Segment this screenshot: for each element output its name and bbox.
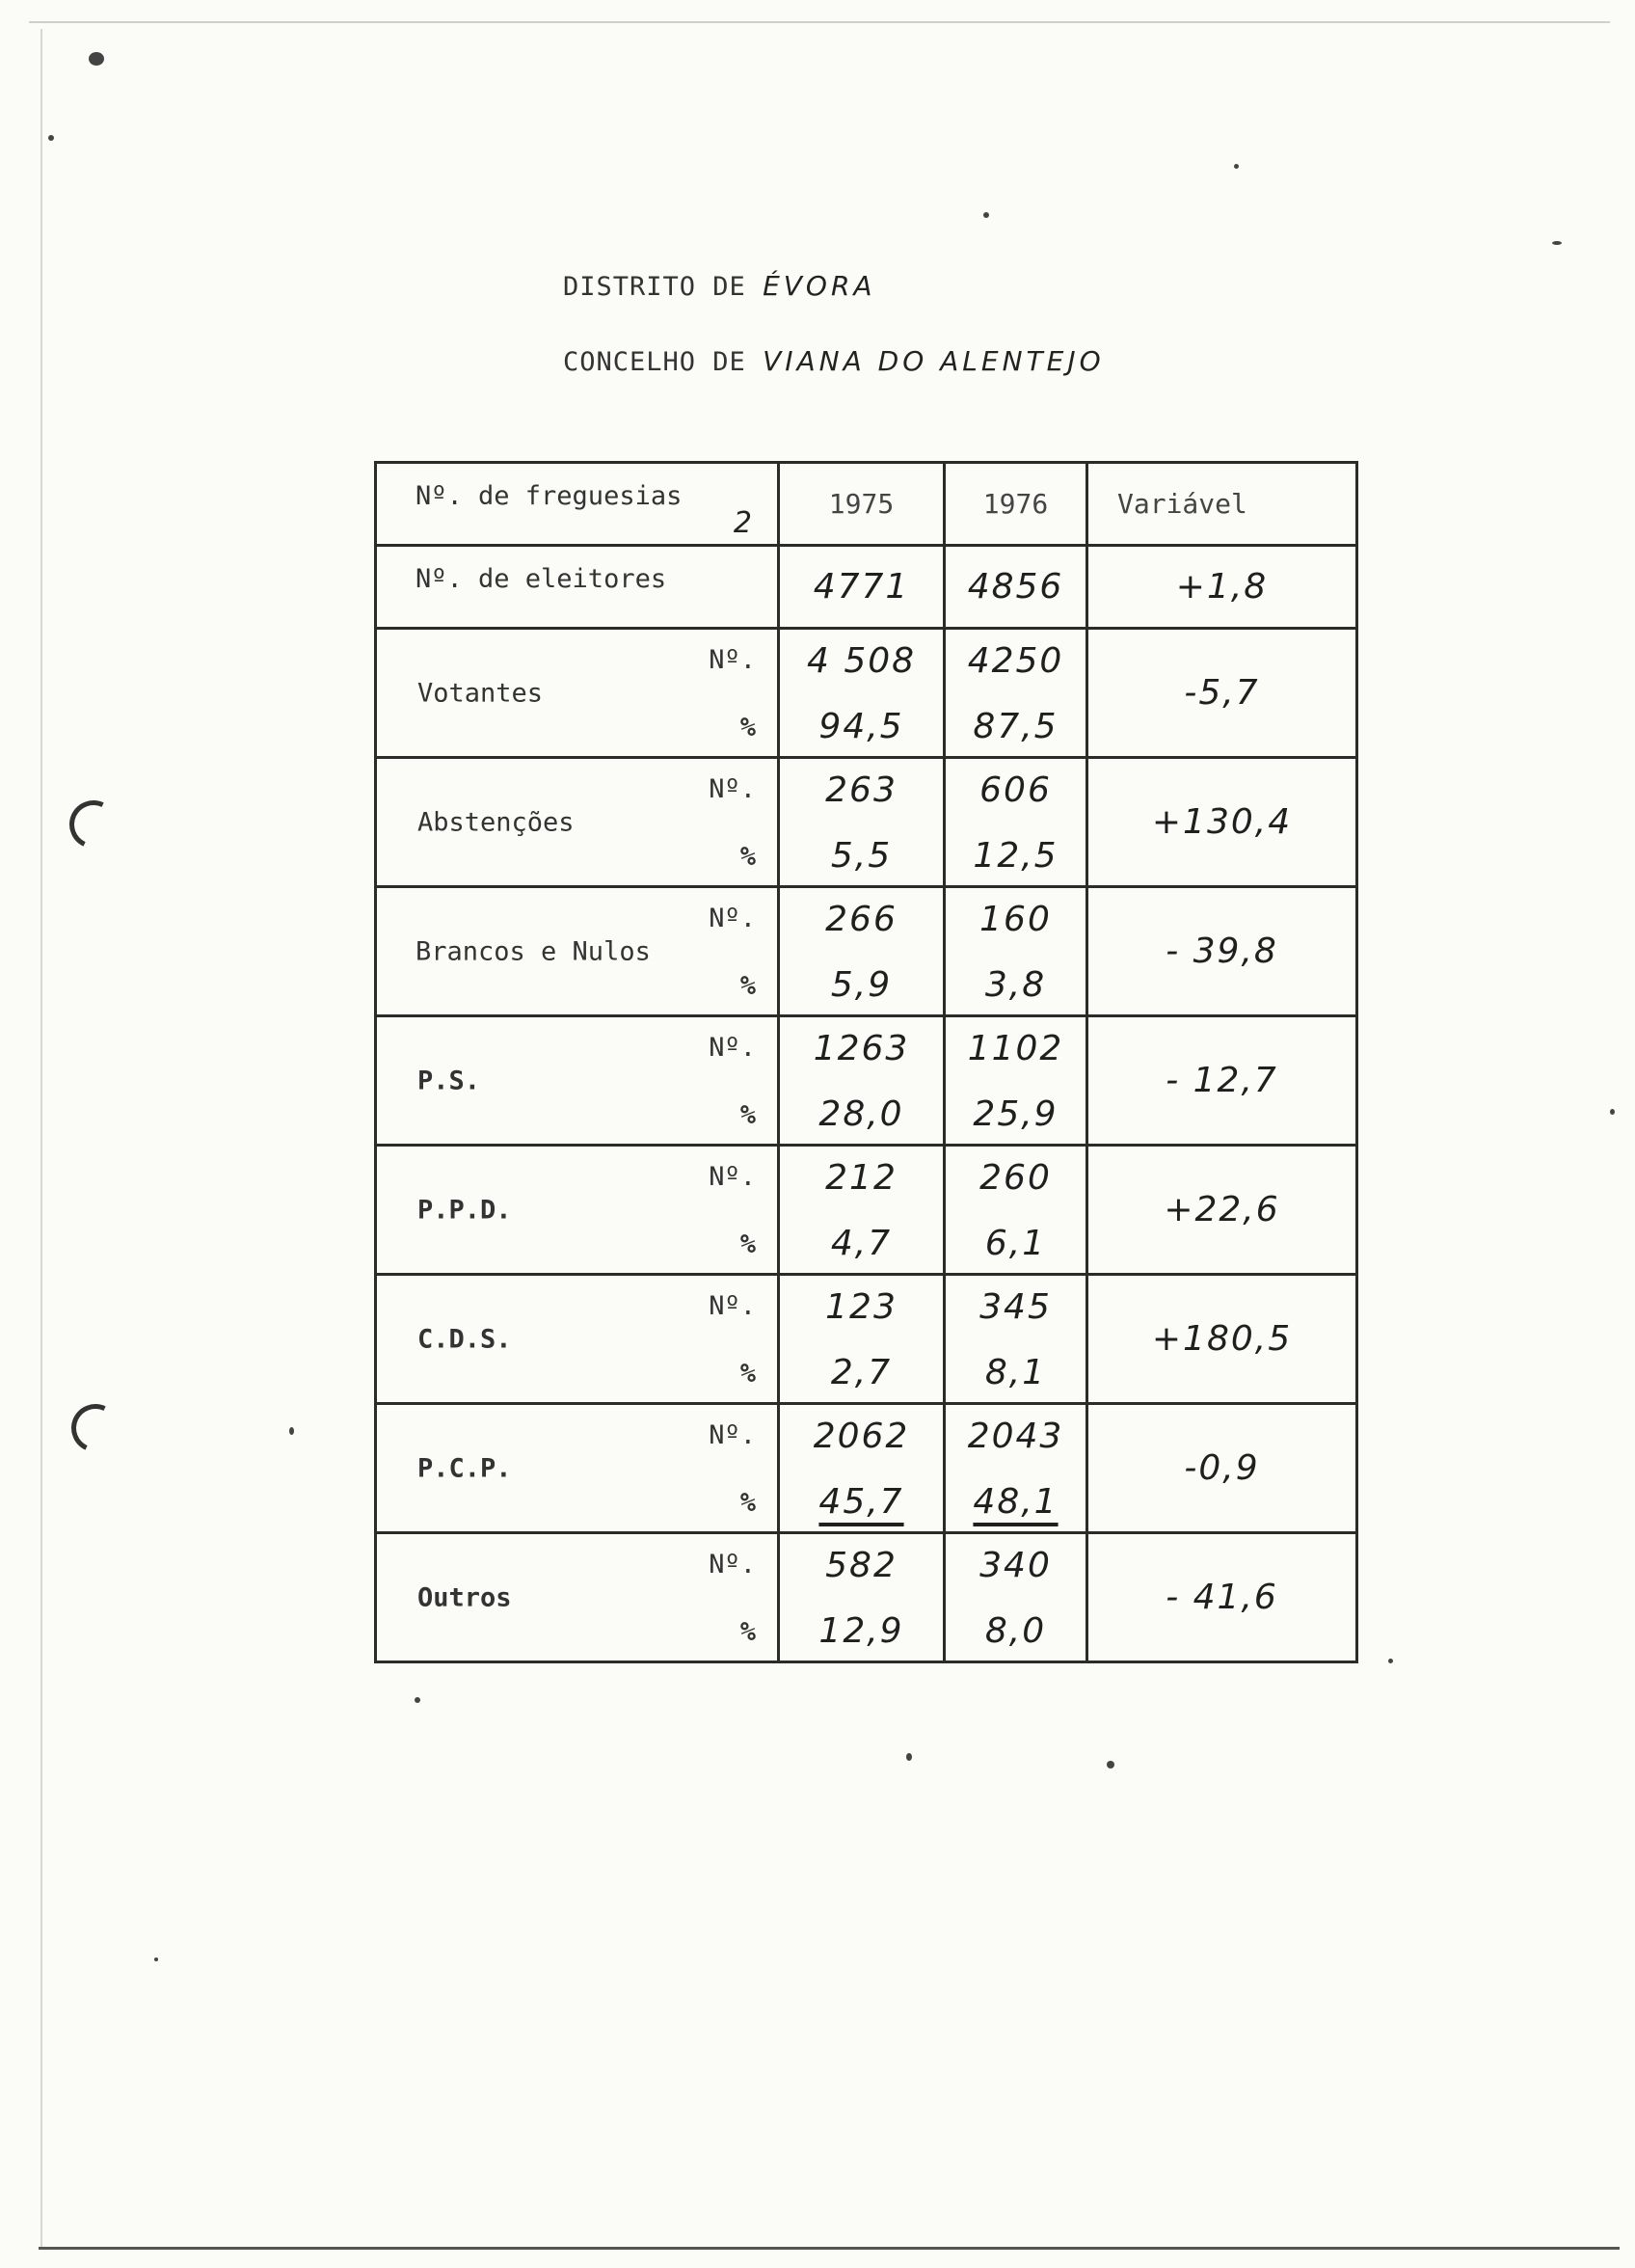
concelho-label: CONCELHO DE	[563, 347, 746, 377]
unit-number: Nº.	[709, 1033, 756, 1063]
percent-1976: 87,5	[973, 707, 1059, 746]
row-label: C.D.S.	[417, 1324, 512, 1354]
eleitores-variavel: +1,8	[1087, 546, 1357, 629]
scan-speck	[983, 212, 989, 218]
cell-1975	[779, 887, 945, 1016]
scan-speck	[48, 135, 54, 141]
unit-number: Nº.	[709, 774, 756, 804]
scan-speck	[1610, 1109, 1615, 1115]
percent-1975: 45,7	[818, 1482, 904, 1522]
percent-1976: 8,1	[984, 1353, 1047, 1392]
concelho-name: VIANA DO ALENTEJO	[763, 345, 1105, 377]
eleitores-1975: 4771	[779, 546, 945, 629]
percent-1976: 12,5	[973, 836, 1059, 876]
cell-1976	[945, 1146, 1087, 1275]
row-label-cell	[376, 1275, 779, 1404]
percent-1975: 12,9	[818, 1611, 904, 1651]
unit-percent: %	[739, 971, 756, 1001]
unit-percent: %	[739, 1359, 756, 1389]
number-1975: 1263	[813, 1029, 910, 1068]
cell-1976	[945, 1275, 1087, 1404]
cell-1976	[945, 1404, 1087, 1533]
col-header-1976: 1976	[945, 463, 1087, 546]
row-label-cell	[376, 758, 779, 887]
unit-percent: %	[739, 1229, 756, 1259]
cell-1976	[945, 1533, 1087, 1662]
table-row	[376, 1016, 1357, 1146]
scan-speck	[289, 1427, 294, 1435]
row-label-cell	[376, 1016, 779, 1146]
scan-speck	[906, 1753, 912, 1761]
district-label: DISTRITO DE	[563, 272, 746, 302]
row-label: Abstenções	[417, 807, 575, 837]
number-1975: 263	[825, 770, 898, 810]
row-label: P.P.D.	[417, 1195, 512, 1225]
number-1976: 260	[979, 1158, 1052, 1198]
percent-1976: 25,9	[973, 1094, 1059, 1134]
table-row	[376, 1275, 1357, 1404]
cell-1975	[779, 1146, 945, 1275]
cell-1975	[779, 1016, 945, 1146]
scan-speck	[89, 52, 104, 66]
number-1976: 4250	[967, 641, 1064, 681]
number-1976: 1102	[967, 1029, 1064, 1068]
table-row-eleitores	[376, 546, 1357, 629]
row-label: Outros	[417, 1582, 512, 1612]
variation-value: -0,9	[1087, 1404, 1357, 1533]
number-1975: 2062	[813, 1417, 910, 1456]
number-1976: 160	[979, 900, 1052, 939]
col-header-1975: 1975	[779, 463, 945, 546]
percent-1976: 8,0	[984, 1611, 1047, 1651]
unit-number: Nº.	[709, 904, 756, 933]
page-bottom-edge	[39, 2247, 1620, 2250]
percent-1975: 2,7	[830, 1353, 893, 1392]
cell-1975	[779, 629, 945, 758]
cell-1976	[945, 629, 1087, 758]
scan-speck	[415, 1697, 420, 1703]
unit-percent: %	[739, 1488, 756, 1518]
row-label-cell	[376, 1533, 779, 1662]
row-label-cell	[376, 629, 779, 758]
scan-speck	[1234, 164, 1239, 169]
col-header-variavel: Variável	[1087, 463, 1357, 546]
percent-1975: 5,9	[830, 965, 893, 1005]
table-row	[376, 629, 1357, 758]
row-label: P.C.P.	[417, 1453, 512, 1483]
cell-1975	[779, 1533, 945, 1662]
table-row	[376, 1146, 1357, 1275]
eleitores-label-cell	[376, 546, 779, 629]
cell-1976	[945, 887, 1087, 1016]
cell-1975	[779, 1404, 945, 1533]
variation-value: +22,6	[1087, 1146, 1357, 1275]
number-1975: 123	[825, 1287, 898, 1327]
unit-percent: %	[739, 1100, 756, 1130]
eleitores-label: Nº. de eleitores	[415, 564, 667, 594]
district-name: ÉVORA	[763, 270, 876, 302]
freguesias-label: Nº. de freguesias	[415, 481, 683, 511]
scan-speck	[1388, 1659, 1393, 1663]
number-1976: 2043	[967, 1417, 1064, 1456]
row-label-cell	[376, 1404, 779, 1533]
percent-1975: 28,0	[818, 1094, 904, 1134]
punch-hole-mark	[63, 794, 124, 855]
cell-1976	[945, 758, 1087, 887]
variation-value: - 39,8	[1087, 887, 1357, 1016]
variation-value: +130,4	[1087, 758, 1357, 887]
election-results-table	[374, 461, 1358, 1663]
variation-value: -5,7	[1087, 629, 1357, 758]
variation-value: +180,5	[1087, 1275, 1357, 1404]
punch-hole-mark	[65, 1397, 126, 1459]
number-1975: 4 508	[806, 641, 917, 681]
freguesias-cell	[376, 463, 779, 546]
table-row	[376, 1404, 1357, 1533]
concelho-heading	[563, 345, 1105, 377]
percent-1975: 94,5	[818, 707, 904, 746]
variation-value: - 12,7	[1087, 1016, 1357, 1146]
scan-speck	[154, 1958, 158, 1961]
cell-1975	[779, 1275, 945, 1404]
unit-number: Nº.	[709, 645, 756, 675]
scan-speck	[1552, 241, 1562, 245]
page-left-edge	[40, 29, 42, 2247]
percent-1976: 48,1	[973, 1482, 1059, 1522]
unit-percent: %	[739, 842, 756, 872]
number-1976: 340	[979, 1546, 1052, 1585]
table-row	[376, 758, 1357, 887]
table-row	[376, 887, 1357, 1016]
row-label: P.S.	[417, 1066, 481, 1095]
table-header-row	[376, 463, 1357, 546]
page-top-edge	[29, 21, 1610, 23]
row-label: Votantes	[417, 678, 544, 708]
unit-number: Nº.	[709, 1291, 756, 1321]
district-heading	[563, 270, 876, 302]
freguesias-count: 2	[733, 506, 752, 540]
row-label-cell	[376, 1146, 779, 1275]
percent-1976: 3,8	[984, 965, 1047, 1005]
number-1975: 582	[825, 1546, 898, 1585]
percent-1975: 5,5	[830, 836, 893, 876]
table-row	[376, 1533, 1357, 1662]
number-1975: 212	[825, 1158, 898, 1198]
unit-percent: %	[739, 713, 756, 742]
row-label: Brancos e Nulos	[415, 936, 651, 966]
unit-number: Nº.	[709, 1550, 756, 1580]
row-label-cell	[376, 887, 779, 1016]
number-1976: 606	[979, 770, 1052, 810]
scan-speck	[1107, 1761, 1114, 1768]
percent-1975: 4,7	[830, 1224, 893, 1263]
number-1975: 266	[825, 900, 898, 939]
eleitores-1976: 4856	[945, 546, 1087, 629]
unit-number: Nº.	[709, 1420, 756, 1450]
cell-1976	[945, 1016, 1087, 1146]
cell-1975	[779, 758, 945, 887]
variation-value: - 41,6	[1087, 1533, 1357, 1662]
unit-percent: %	[739, 1617, 756, 1647]
unit-number: Nº.	[709, 1162, 756, 1192]
number-1976: 345	[979, 1287, 1052, 1327]
percent-1976: 6,1	[984, 1224, 1047, 1263]
